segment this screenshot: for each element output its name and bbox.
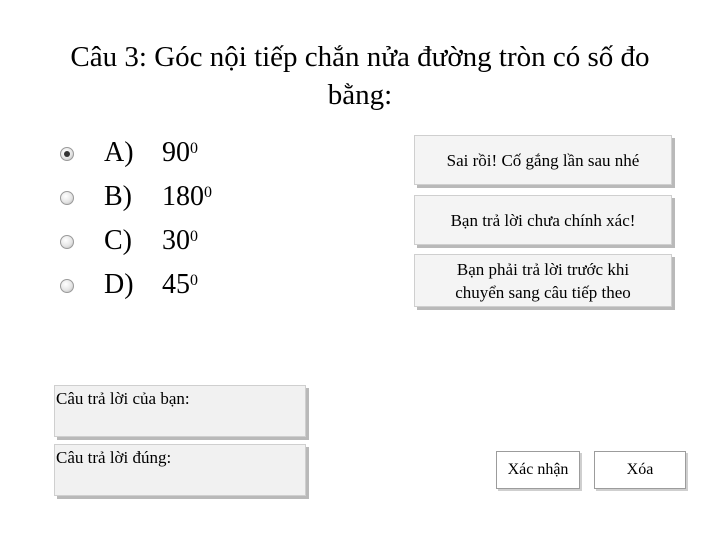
correct-answer-box [54, 444, 306, 496]
degree-superscript: 0 [190, 272, 198, 289]
option-letter: B) [104, 181, 132, 212]
degree-superscript: 0 [190, 140, 198, 157]
option-letter: A) [104, 137, 134, 168]
option-letter: D) [104, 269, 134, 300]
radio-button-d[interactable] [60, 279, 74, 293]
your-answer-label: Câu trả lời của bạn: [56, 389, 190, 408]
question-title-line1: Câu 3: Góc nội tiếp chắn nửa đường tròn có số đo [70, 41, 650, 73]
feedback-wrong-text: Sai rồi! Cố gắng lần sau nhé [446, 150, 640, 170]
submit-button[interactable]: Xác nhận [496, 451, 580, 489]
option-value [162, 136, 198, 170]
feedback-incorrect [414, 195, 672, 245]
answer-options [58, 134, 308, 310]
option-number: 30 [162, 225, 190, 256]
correct-answer-label: Câu trả lời đúng: [56, 448, 172, 467]
option-number: 90 [162, 137, 190, 168]
option-value [162, 224, 198, 258]
your-answer-box [54, 385, 306, 437]
option-value [162, 268, 198, 302]
feedback-wrong [414, 135, 672, 185]
radio-button-c[interactable] [60, 235, 74, 249]
option-value [162, 180, 212, 214]
feedback-must-answer-text [455, 258, 631, 304]
option-a[interactable] [58, 134, 308, 178]
feedback-must-answer-line2: chuyển sang câu tiếp theo [455, 282, 631, 302]
option-c[interactable] [58, 222, 308, 266]
option-number: 45 [162, 269, 190, 300]
clear-button[interactable]: Xóa [594, 451, 686, 489]
degree-superscript: 0 [204, 184, 212, 201]
feedback-must-answer-line1: Bạn phải trả lời trước khi [456, 259, 630, 279]
option-d[interactable] [58, 266, 308, 310]
question-title [20, 38, 700, 114]
feedback-incorrect-text: Bạn trả lời chưa chính xác! [450, 210, 636, 230]
option-b[interactable] [58, 178, 308, 222]
radio-button-a[interactable] [60, 147, 74, 161]
feedback-must-answer [414, 254, 672, 307]
radio-button-b[interactable] [60, 191, 74, 205]
option-number: 180 [162, 181, 204, 212]
option-letter: C) [104, 225, 132, 256]
question-title-line2: bằng: [327, 79, 393, 111]
degree-superscript: 0 [190, 228, 198, 245]
